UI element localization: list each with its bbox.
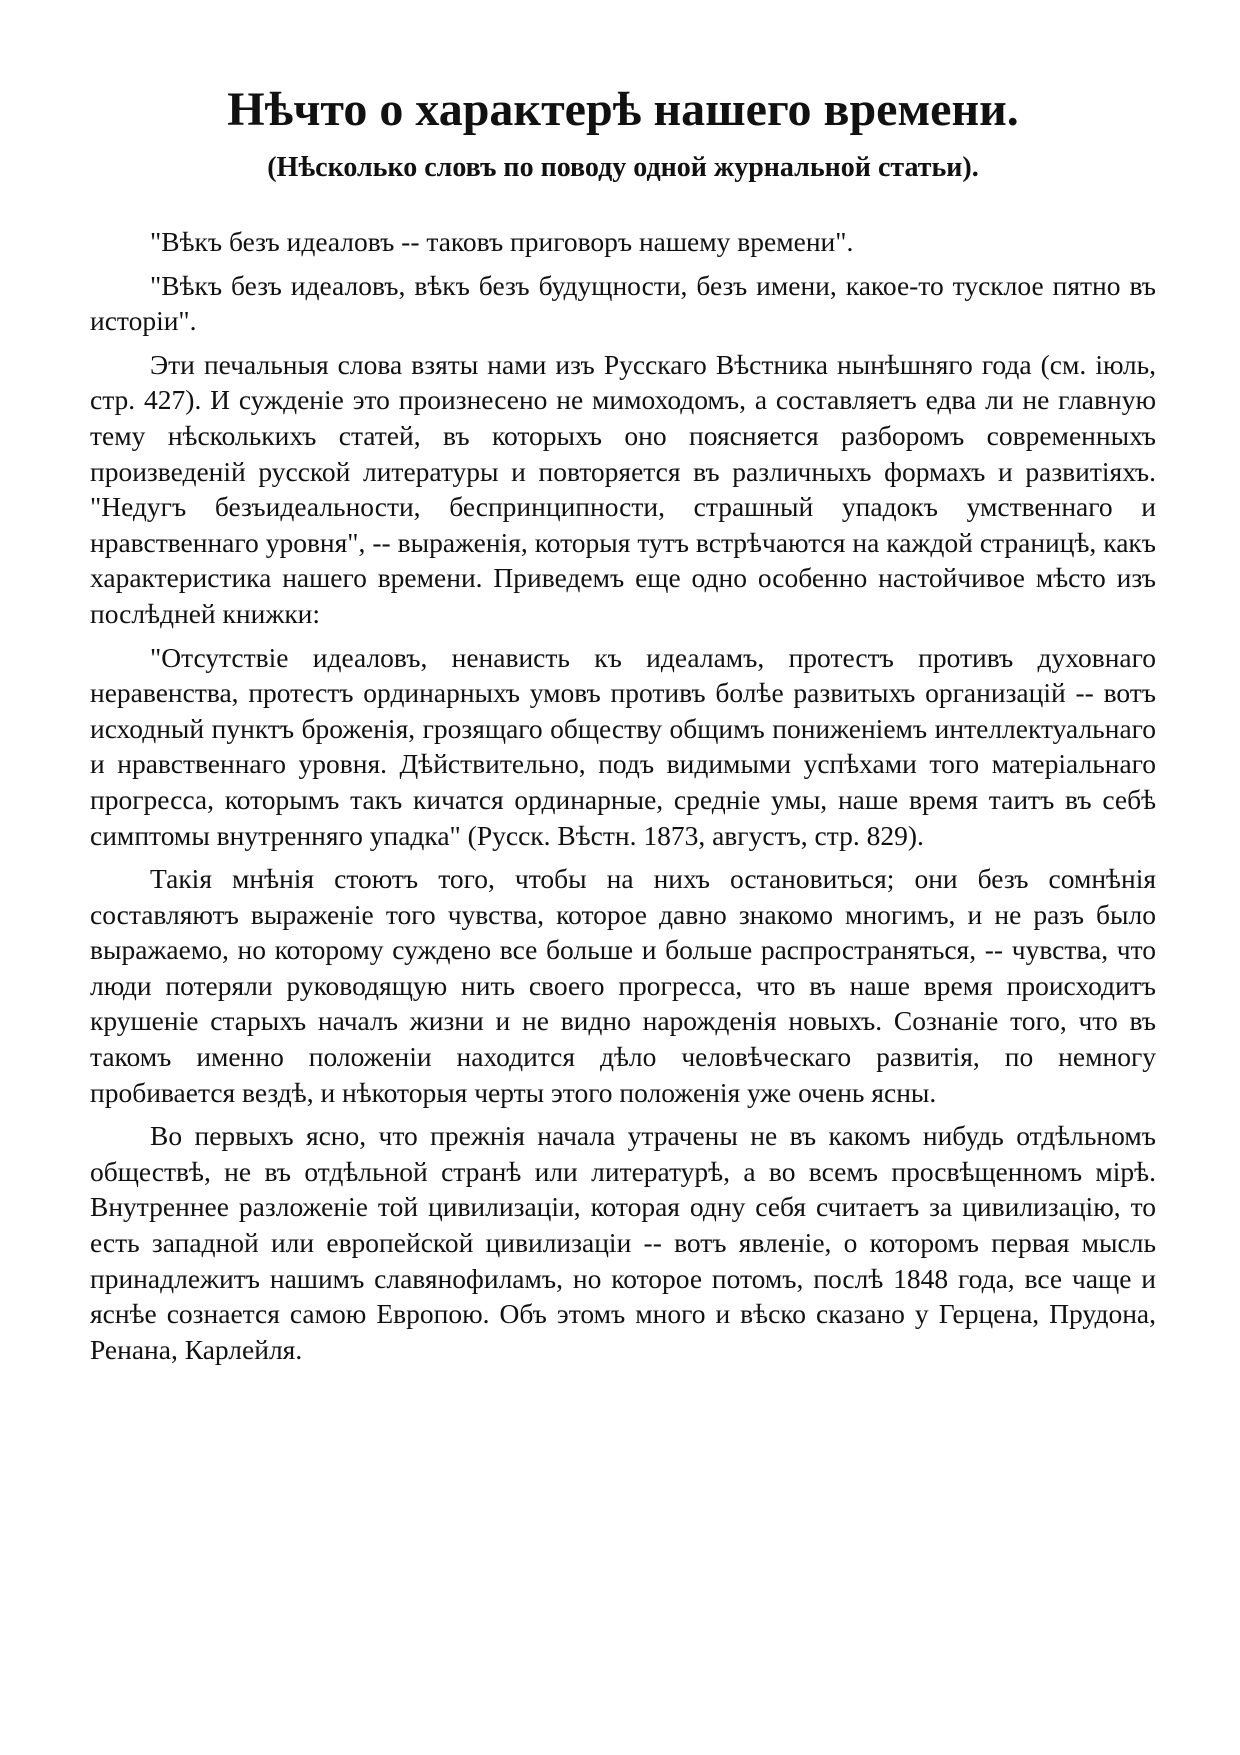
paragraph-6: Во первыхъ ясно, что прежнія начала утрачены не въ какомъ нибудь отдѣльномъ обществѣ, не въ отдѣльной странѣ или литературѣ, а во всемъ просвѣщенномъ мірѣ. Внутреннее разложеніе той цивилизаціи, которая одну себя считаетъ за цивилизацію, то есть западной или европейской цивилизаціи -- вотъ явленіе, о которомъ первая мысль принадлежитъ нашимъ славянофиламъ, но которое потомъ, послѣ 1848 года, все чаще и яснѣе сознается самою Европою. Объ этомъ много и вѣско сказано у Герцена, Прудона, Ренана, Карлейля. xyxy=(90,1120,1156,1365)
document-page xyxy=(90,82,1156,1375)
document-title: Нѣчто о характерѣ нашего времени. xyxy=(227,83,1019,136)
paragraph-1: "Вѣкъ безъ идеаловъ -- таковъ приговоръ нашему времени". xyxy=(150,226,854,257)
paragraph-3: Эти печальныя слова взяты нами изъ Русскаго Вѣстника нынѣшняго года (см. іюль, стр. 427). И сужденіе это произнесено не мимоходомъ, а составляетъ едва ли не главную тему нѣсколькихъ статей, въ которыхъ оно поясняется разборомъ современныхъ произведеній русской литературы и повторяется въ различныхъ формахъ и развитіяхъ. "Недугъ безъидеальности, беспринципности, страшный упадокъ умственнаго и нравственнаго уровня", -- выраженія, которыя тутъ встрѣчаются на каждой страницѣ, какъ характеристика нашего времени. Приведемъ еще одно особенно настойчивое мѣсто изъ послѣдней книжки: xyxy=(90,348,1156,629)
paragraph-5: Такія мнѣнія стоютъ того, чтобы на нихъ остановиться; они безъ сомнѣнія составляютъ выраженіе того чувства, которое давно знакомо многимъ, и не разъ было выражаемо, но которому суждено все больше и больше распространяться, -- чувства, что люди потеряли руководящую нить своего прогресса, что въ наше время происходитъ крушеніе старыхъ началъ жизни и не видно нарожденія новыхъ. Сознаніе того, что въ такомъ именно положеніи находится дѣло человѣческаго развитія, по немногу пробивается вездѣ, и нѣкоторыя черты этого положенія уже очень ясны. xyxy=(90,863,1156,1108)
paragraph-2: "Вѣкъ безъ идеаловъ, вѣкъ безъ будущности, безъ имени, какое-то тусклое пятно въ исторіи". xyxy=(90,269,1156,337)
document-body xyxy=(90,224,1156,1367)
paragraph-4: "Отсутствіе идеаловъ, ненависть къ идеаламъ, протестъ противъ духовнаго неравенства, протестъ ординарныхъ умовъ противъ болѣе развитыхъ организацій -- вотъ исходный пунктъ броженія, грозящаго обществу общимъ пониженіемъ интеллектуальнаго и нравственнаго уровня. Дѣйствительно, подъ видимыми успѣхами того матеріальнаго прогресса, которымъ такъ кичатся ординарные, средніе умы, наше время таитъ въ себѣ симптомы внутренняго упадка" (Русск. Вѣстн. 1873, августъ, стр. 829). xyxy=(90,641,1156,851)
document-subtitle: (Нѣсколько словъ по поводу одной журнальной статьи). xyxy=(267,152,979,183)
